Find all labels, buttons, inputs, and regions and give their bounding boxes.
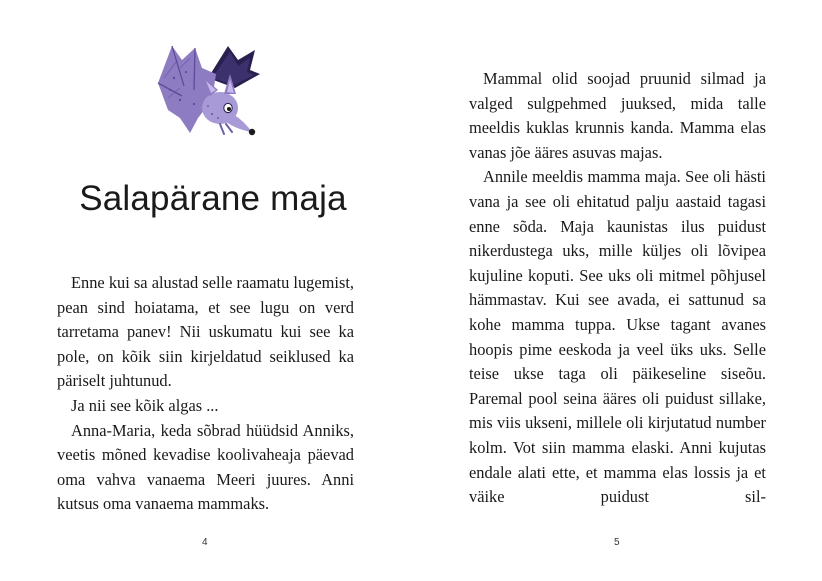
paragraph: Ja nii see kõik algas ... [71,395,219,415]
page-number: 5 [614,537,620,548]
paragraph: Mammal olid soojad pruunid silmad ja valged sulgpehmed juuksed, mida talle meeldis kuklas krunnis kanda. Mamma elas vanas jõe ääres asuvas majas. [469,69,766,162]
paragraph: Annile meeldis mamma maja. See oli hästi vana ja see oli ehitatud palju aastaid tagasi enne sõda. Maja kaunistas ilus puidust nikerdustega uks, mille küljes oli lõvipea kujuline koputi. See uks oli mitmel põhjusel hämmastav. Kui see avada, ei sattunud sa kohe mamma tuppa. Ukse tagant avanes hoopis pime eeskoda ja veel üks uks. Selle teise ukse taga oli päikeseline siseõu. Paremal pool seina ääres oli puidust sillake, mis viis ukseni, millele oli kirjutatud number kolm. Vot siin mamma elaski. Anni kujutas endale alati ette, et mamma elas lossis ja et väike puidust sil- [469,167,766,507]
left-page-text [57,271,354,517]
page-number: 4 [202,537,208,548]
right-page-text [469,67,766,510]
paragraph: Enne kui sa alustad selle raamatu lugemist, pean sind hoiatama, et see lugu on verd tarretama panev! Nii uskumatu kui see ka pole, on kõik siin kirjeldatud seiklused ka päriselt juhtunud. [57,273,354,391]
chapter-title: Salapärane maja [79,179,347,218]
bat-icon [150,38,265,143]
paragraph: Anna-Maria, keda sõbrad hüüdsid Anniks, veetis mõned kevadise koolivaheaja päevad oma vahva vanaema Meeri juures. Anni kutsus oma vanaema mammaks. [57,420,354,514]
right-page [411,0,822,581]
